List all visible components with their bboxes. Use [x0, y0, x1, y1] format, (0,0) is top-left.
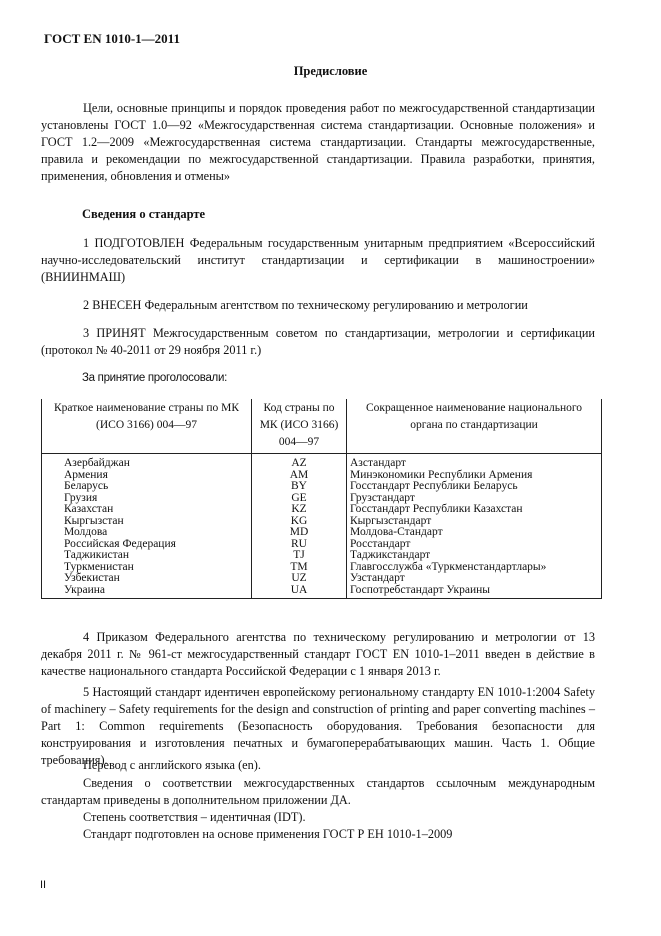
translation-note: Перевод с английского языка (en). [83, 758, 261, 772]
national-body: Азстандарт [347, 454, 602, 470]
country-code: RU [252, 539, 347, 551]
country-code: GE [252, 493, 347, 505]
national-body: Росстандарт [347, 539, 602, 551]
country-code: AZ [252, 454, 347, 470]
country-name: Азербайджан [42, 454, 252, 470]
country-code: UZ [252, 573, 347, 585]
country-code: AM [252, 470, 347, 482]
national-body: Таджикстандарт [347, 550, 602, 562]
country-code: BY [252, 481, 347, 493]
table-row [42, 504, 602, 516]
page-number: II [40, 879, 47, 891]
table-row [42, 573, 602, 585]
country-name: Туркменистан [42, 562, 252, 574]
national-body: Минэкономики Республики Армения [347, 470, 602, 482]
country-name: Грузия [42, 493, 252, 505]
country-code: MD [252, 527, 347, 539]
country-name: Российская Федерация [42, 539, 252, 551]
voting-table [41, 399, 602, 599]
table-row [42, 481, 602, 493]
country-name: Беларусь [42, 481, 252, 493]
national-body: Главгосслужба «Туркменстандартлары» [347, 562, 602, 574]
annex-info: Сведения о соответствии межгосударственных стандартов ссылочным международным стандартам приведены в дополнительном приложении ДА. [41, 776, 595, 807]
item-4: 4 Приказом Федерального агентства по техническому регулированию и метрологии от 13 декабря 2011 г. № 961-ст межгосударственный стандарт ГОСТ EN 1010-1–2011 введен в действие в качестве национального стандарта Российской Федерации с 1 января 2013 г. [41, 630, 595, 678]
country-name: Узбекистан [42, 573, 252, 585]
basis-note: Стандарт подготовлен на основе применения ГОСТ Р ЕН 1010-1–2009 [83, 827, 453, 841]
country-code: KZ [252, 504, 347, 516]
foreword-title: Предисловие [293, 64, 368, 78]
item-1: 1 ПОДГОТОВЛЕН Федеральным государственным унитарным предприятием «Всероссийский научно-исследовательский институт стандартизации и сертификации в машиностроении» (ВНИИНМАШ) [41, 236, 595, 284]
header-country-name: Краткое наименование страны по МК (ИСО 3166) 004—97 [42, 399, 252, 454]
country-code: UA [252, 585, 347, 599]
country-name: Таджикистан [42, 550, 252, 562]
country-name: Армения [42, 470, 252, 482]
national-body: Госстандарт Республики Казахстан [347, 504, 602, 516]
national-body: Кыргызстандарт [347, 516, 602, 528]
national-body: Молдова-Стандарт [347, 527, 602, 539]
table-row [42, 550, 602, 562]
table-row [42, 516, 602, 528]
table-row [42, 562, 602, 574]
compliance-degree: Степень соответствия – идентичная (IDT). [83, 810, 306, 824]
national-body: Грузстандарт [347, 493, 602, 505]
item-2: 2 ВНЕСЕН Федеральным агентством по техническому регулированию и метрологии [83, 298, 528, 312]
country-code: TJ [252, 550, 347, 562]
country-code: TM [252, 562, 347, 574]
table-row [42, 527, 602, 539]
document-header: ГОСТ EN 1010-1—2011 [44, 31, 180, 46]
national-body: Узстандарт [347, 573, 602, 585]
item-5: 5 Настоящий стандарт идентичен европейскому региональному стандарту EN 1010-1:2004 Safety of machinery – Safety requirements for the design and construction of printing and paper converting machines – Part 1: Common requirements (Безопасность оборудования. Требования безопасности для конструирования и изготовления печатных и бумагоперерабатывающих машин. Часть 1. Общие требования). [41, 685, 595, 767]
country-name: Кыргызстан [42, 516, 252, 528]
intro-paragraph: Цели, основные принципы и порядок проведения работ по межгосударственной стандартизации установлены ГОСТ 1.0—92 «Межгосударственная система стандартизации. Основные положения» и ГОСТ 1.2—2009 «Межгосударственная система стандартизации. Стандарты межгосударственные, правила и рекомендации по межгосударственной стандартизации. Правила разработки, принятия, применения, обновления и отмены» [41, 101, 595, 183]
item-3: 3 ПРИНЯТ Межгосударственным советом по стандартизации, метрологии и сертификации (протокол № 40-2011 от 29 ноября 2011 г.) [41, 326, 595, 357]
country-name: Казахстан [42, 504, 252, 516]
header-national-body: Сокращенное наименование национального органа по стандартизации [347, 399, 602, 454]
table-row [42, 585, 602, 599]
header-country-code: Код страны по МК (ИСО 3166) 004—97 [252, 399, 347, 454]
about-standard-title: Сведения о стандарте [82, 207, 206, 221]
national-body: Госстандарт Республики Беларусь [347, 481, 602, 493]
country-code: KG [252, 516, 347, 528]
national-body: Госпотребстандарт Украины [347, 585, 602, 599]
table-row [42, 454, 602, 470]
voted-label: За принятие проголосовали: [82, 372, 227, 384]
country-name: Молдова [42, 527, 252, 539]
country-name: Украина [42, 585, 252, 599]
